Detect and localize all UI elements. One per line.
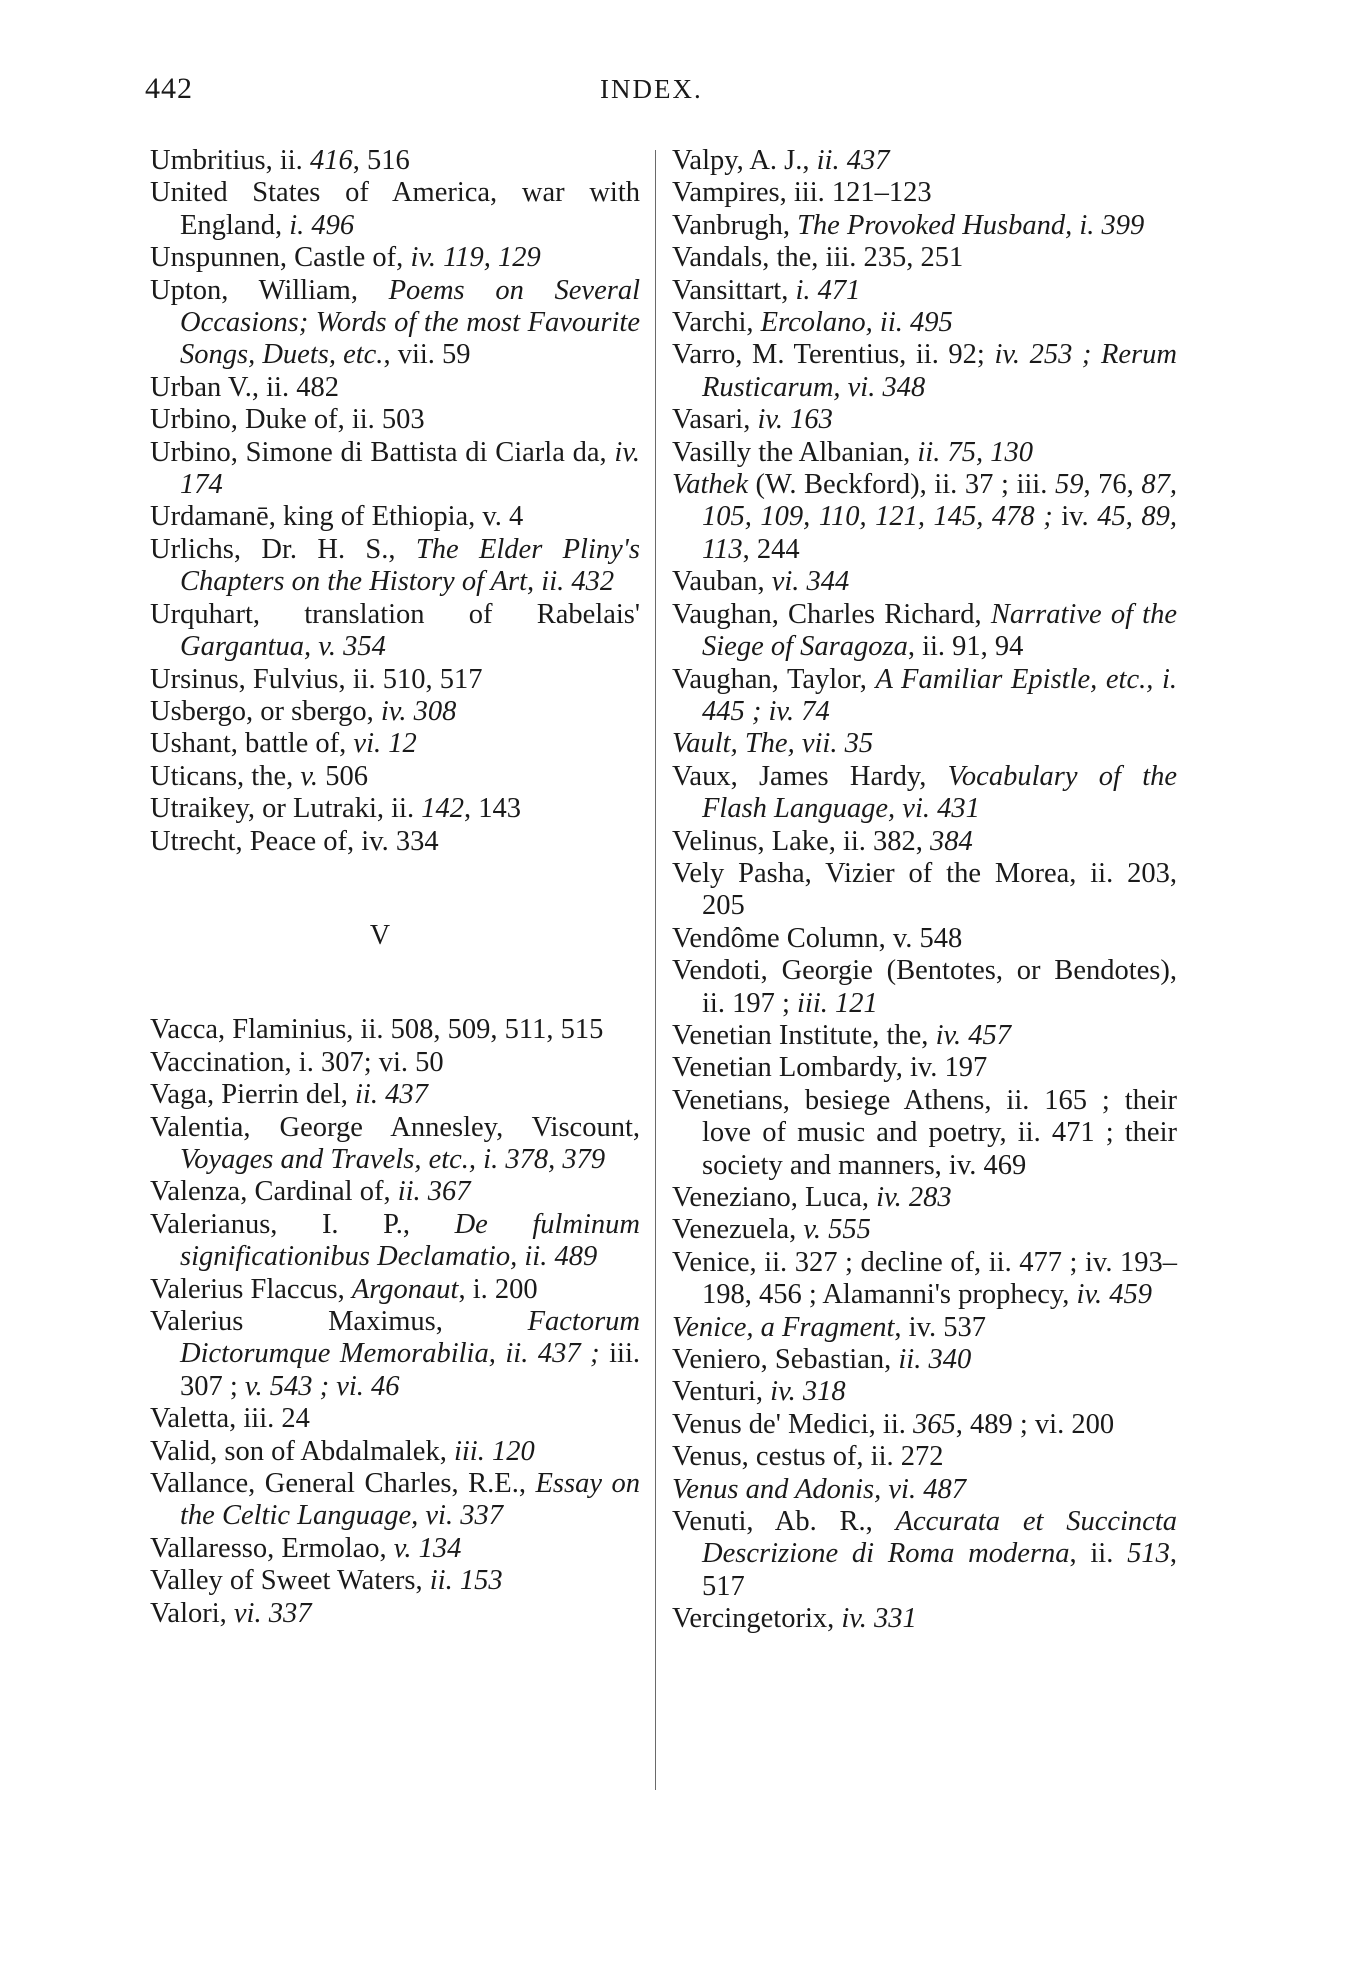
entry-italic-text: A Familiar Epistle, etc., i. 445 ; iv. 74 [702, 663, 1177, 727]
index-entry [150, 1436, 640, 1468]
entry-text: Utraikey, or Lutraki, ii. [150, 793, 422, 825]
index-entry [672, 1247, 1177, 1312]
entry-text: Vallance, General Charles, R.E., [150, 1468, 536, 1500]
index-entry [150, 534, 640, 599]
entry-text: , vii. 59 [383, 339, 471, 371]
index-entry [672, 1312, 1177, 1344]
entry-italic-text: 384 [930, 825, 973, 857]
entry-text: Venus de' Medici, ii. [672, 1408, 914, 1440]
entry-italic-text: The Provoked Husband, i. 399 [797, 209, 1145, 241]
entry-text: Vaughan, Taylor, [672, 663, 876, 695]
index-entry [672, 1409, 1177, 1441]
index-entry [672, 242, 1177, 274]
entry-text: Vendoti, Georgie (Bentotes, or Bendotes), ii. 197 ; [672, 955, 1177, 1019]
entry-italic-text: Accurata et Succincta Descrizione di Roma moderna [702, 1506, 1177, 1570]
index-entry [150, 1306, 640, 1403]
entry-italic-text: vi. 344 [771, 566, 850, 598]
index-entry [672, 210, 1177, 242]
entry-italic-text: iv. 119, 129 [410, 242, 541, 274]
entry-text: Venetians, besiege Athens, ii. 165 ; their love of music and poetry, ii. 471 ; their society and manners, iv. 469 [672, 1084, 1177, 1181]
entry-italic-text: Essay on the Celtic Language, vi. 337 [180, 1468, 640, 1532]
entry-text: Usbergo, or sbergo, [150, 695, 381, 727]
index-entry [672, 826, 1177, 858]
entry-italic-text: 45 [1097, 501, 1126, 533]
index-entry [150, 1274, 640, 1306]
running-head: INDEX. [600, 74, 703, 104]
index-entry [150, 1079, 640, 1111]
entry-text: Vansittart, [672, 274, 796, 306]
index-entry [150, 826, 640, 858]
entry-italic-text: 416 [309, 145, 353, 176]
index-entry [672, 145, 1177, 177]
index-entry [150, 145, 640, 177]
index-entry [672, 1182, 1177, 1214]
entry-text: Urdamanē, king of Ethiopia, v. 4 [150, 501, 524, 533]
entry-text: Vaughan, Charles Richard, [672, 598, 991, 630]
index-entry [150, 1014, 640, 1046]
entry-italic-text: iii. 120 [453, 1435, 535, 1467]
entry-text: , ii. 91, 94 [907, 631, 1024, 663]
entry-text: United States of America, war with England, [150, 177, 640, 241]
index-entry [672, 1214, 1177, 1246]
entry-italic-text: 513 [1127, 1538, 1170, 1570]
entry-text: Vercingetorix, [672, 1603, 842, 1635]
index-entry [672, 1376, 1177, 1408]
entry-text: Valenza, Cardinal of, [150, 1176, 398, 1208]
entry-italic-text: De fulminum significationibus Declamatio, ii. 489 [180, 1208, 640, 1273]
entry-text: (W. Beckford), ii. 37 ; iii. [747, 469, 1055, 501]
index-entry [150, 696, 640, 728]
entry-text: Vendôme Column, v. 548 [672, 922, 963, 954]
entry-italic-text: Poems on Several Occasions; Words of the most Favourite Songs, Duets, etc. [180, 274, 640, 371]
entry-text: Valerianus, I. P., [150, 1208, 455, 1240]
entry-text: Vasari, [672, 404, 758, 436]
entry-text: Varchi, [672, 307, 761, 339]
entry-text: Venuti, Ab. R., [672, 1506, 896, 1538]
entry-italic-text: iv. 331 [841, 1603, 917, 1635]
entry-text: Valerius Maximus, [150, 1306, 528, 1337]
entry-text: Utrecht, Peace of, iv. 334 [150, 825, 439, 857]
entry-italic-text: iv. 459 [1076, 1279, 1152, 1311]
index-entry [150, 404, 640, 436]
entry-text: Venezuela, [672, 1214, 804, 1246]
entry-text: , i. 200 [458, 1273, 538, 1305]
entry-italic-text: Vathek [672, 469, 748, 501]
index-entry [672, 1344, 1177, 1376]
index-entry [672, 1020, 1177, 1052]
entry-text: Vaux, James Hardy, [672, 760, 948, 792]
entry-text: Vaga, Pierrin del, [150, 1079, 355, 1111]
entry-text: Ushant, battle of, [150, 728, 354, 760]
entry-text: Umbritius, ii. [150, 145, 310, 176]
entry-text: Vely Pasha, Vizier of the Morea, ii. 203, 205 [672, 857, 1177, 922]
entry-text: , 516 [352, 145, 410, 176]
index-entry [672, 177, 1177, 209]
index-entry [150, 1176, 640, 1208]
entry-text: Upton, William, [150, 274, 389, 306]
index-entry [150, 1047, 640, 1079]
entry-italic-text: ii. 75, 130 [917, 436, 1033, 468]
entry-italic-text: i. 496 [289, 209, 355, 241]
entry-italic-text: Vocabulary of the Flash Language, vi. 431 [702, 760, 1178, 825]
entry-text: Venus, cestus of, ii. 272 [672, 1441, 944, 1473]
index-entry [150, 728, 640, 760]
index-entry [150, 1533, 640, 1565]
index-entry [672, 1474, 1177, 1506]
index-entry [672, 923, 1177, 955]
entry-text: Valerius Flaccus, [150, 1273, 352, 1305]
entry-text: Vacca, Flaminius, ii. 508, 509, 511, 515 [150, 1014, 604, 1046]
entry-text: , ii. [1069, 1538, 1128, 1570]
index-entry [672, 275, 1177, 307]
entry-text: Urbino, Simone di Battista di Ciarla da, [150, 436, 615, 468]
section-letter: V [369, 919, 391, 951]
index-entry [672, 1052, 1177, 1084]
index-entry [150, 1112, 640, 1177]
entry-italic-text: v. 555 [803, 1214, 871, 1246]
entry-italic-text: ii. 153 [429, 1565, 503, 1597]
v-entries-right [672, 145, 1177, 1636]
index-entry [672, 469, 1177, 566]
entry-italic-text: vi. 337 [233, 1597, 312, 1629]
entry-text: Vanbrugh, [672, 209, 798, 241]
entry-italic-text: Venus and Adonis, vi. 487 [672, 1473, 966, 1505]
entry-italic-text: Gargantua, v. 354 [180, 631, 386, 663]
entry-text: , 76, [1083, 469, 1142, 501]
entry-italic-text: Factorum Dictorumque Memorabilia, ii. 437 ; [180, 1306, 640, 1370]
entry-text: Urlichs, Dr. H. S., [150, 533, 416, 565]
index-entry [672, 437, 1177, 469]
index-entry [150, 1403, 640, 1435]
entry-italic-text: v. [300, 760, 319, 792]
index-entry [150, 501, 640, 533]
entry-text: Urbino, Duke of, ii. 503 [150, 404, 425, 436]
entry-text: Venetian Lombardy, iv. 197 [672, 1052, 988, 1084]
index-entry [672, 1603, 1177, 1635]
entry-italic-text: ii. 340 [898, 1344, 972, 1376]
entry-italic-text: Voyages and Travels, etc., i. 378, 379 [180, 1143, 606, 1175]
index-entry [672, 728, 1177, 760]
entry-text: Vampires, iii. 121–123 [672, 177, 932, 209]
entry-italic-text: iv. 163 [757, 404, 833, 436]
index-entry [150, 793, 640, 825]
entry-text: iii. 307 ; [180, 1338, 640, 1402]
entry-text: iv. [1052, 501, 1098, 533]
entry-text: , 143 [463, 793, 521, 825]
entry-text: , 489 ; vi. 200 [955, 1408, 1115, 1440]
entry-italic-text: iv. 283 [876, 1182, 952, 1213]
entry-italic-text: iv. 253 ; Rerum Rusticarum, vi. 348 [702, 339, 1177, 403]
entry-text: Valetta, iii. 24 [150, 1403, 310, 1435]
entry-text: Urquhart, translation of Rabelais' [150, 598, 640, 630]
index-entry [672, 566, 1177, 598]
index-entry [150, 437, 640, 502]
index-entry [672, 1506, 1177, 1603]
entry-text: , 517 [702, 1538, 1177, 1602]
entry-text: , 244 [742, 533, 800, 565]
index-entry [150, 664, 640, 696]
entry-text: Venturi, [672, 1376, 771, 1408]
entry-text: , [1125, 501, 1142, 533]
entry-text: , iv. 537 [894, 1311, 986, 1343]
index-entry [150, 1598, 640, 1630]
index-entry [150, 275, 640, 372]
v-entries-left [150, 1014, 640, 1630]
entry-italic-text: 142 [421, 793, 464, 825]
entry-italic-text: ii. 437 [354, 1079, 428, 1111]
entry-text: Vauban, [672, 566, 772, 598]
index-entry [150, 1468, 640, 1533]
entry-italic-text: v. 134 [393, 1532, 462, 1564]
entry-text: Veniero, Sebastian, [672, 1344, 899, 1376]
entry-text: Vandals, the, iii. 235, 251 [672, 242, 964, 274]
entry-italic-text: v. 543 ; vi. 46 [244, 1370, 400, 1402]
entry-text: Uticans, the, [150, 760, 301, 792]
index-entry [672, 307, 1177, 339]
entry-italic-text: iv. 457 [935, 1019, 1012, 1051]
index-entry [672, 404, 1177, 436]
entry-text: Velinus, Lake, ii. 382, [672, 825, 931, 857]
index-entry [672, 761, 1177, 826]
index-entry [672, 339, 1177, 404]
entry-italic-text: iv. 308 [380, 695, 457, 727]
index-entry [150, 372, 640, 404]
entry-italic-text: Narrative of the Siege of Saragoza [702, 598, 1177, 663]
entry-text: Veneziano, Luca, [672, 1182, 877, 1213]
index-entry [672, 664, 1177, 729]
index-entry [672, 858, 1177, 923]
entry-italic-text: The Elder Pliny's Chapters on the History of Art, ii. 432 [180, 533, 640, 598]
page-number: 442 [145, 72, 193, 105]
entry-italic-text: ii. 437 [816, 145, 890, 176]
right-column [672, 145, 1177, 1636]
u-entries [150, 145, 640, 858]
index-entry [150, 177, 640, 242]
entry-italic-text: Ercolano, ii. 495 [760, 307, 953, 339]
entry-text: Vasilly the Albanian, [672, 436, 918, 468]
entry-text: Valentia, George Annesley, Viscount, [150, 1111, 640, 1143]
entry-italic-text: vi. 12 [353, 728, 417, 760]
entry-text: Urban V., ii. 482 [150, 371, 339, 403]
entry-text: Vaccination, i. 307; vi. 50 [150, 1046, 444, 1078]
entry-text: Valpy, A. J., [672, 145, 817, 176]
entry-text: Valid, son of Abdalmalek, [150, 1435, 454, 1467]
index-entry [672, 955, 1177, 1020]
entry-italic-text: iii. 121 [797, 987, 878, 1019]
left-column [150, 145, 640, 1630]
entry-text: Valori, [150, 1597, 234, 1629]
entry-text: Venetian Institute, the, [672, 1019, 936, 1051]
entry-italic-text: 87, 105, 109, 110, 121, 145, 478 ; [702, 469, 1177, 533]
entry-text: Valley of Sweet Waters, [150, 1565, 430, 1597]
entry-italic-text: 59 [1054, 469, 1084, 501]
entry-italic-text: Vault, The, vii. 35 [672, 728, 874, 760]
index-entry [150, 599, 640, 664]
entry-italic-text: 89, 113 [702, 501, 1177, 565]
index-entry [150, 761, 640, 793]
entry-text: Venice, ii. 327 ; decline of, ii. 477 ; iv. 193–198, 456 ; Alamanni's prophecy, [672, 1246, 1177, 1311]
index-entry [150, 1565, 640, 1597]
entry-italic-text: ii. 367 [397, 1176, 471, 1208]
column-divider [655, 150, 656, 1790]
entry-italic-text: Argonaut [351, 1273, 459, 1305]
entry-italic-text: iv. 174 [180, 436, 640, 501]
entry-text: 506 [318, 760, 368, 792]
index-entry [672, 599, 1177, 664]
entry-italic-text: iv. 318 [770, 1376, 846, 1408]
index-entry [150, 242, 640, 274]
entry-italic-text: 365 [913, 1408, 956, 1440]
index-entry [672, 1441, 1177, 1473]
entry-text: Unspunnen, Castle of, [150, 242, 411, 274]
entry-italic-text: Venice, a Fragment [672, 1311, 895, 1343]
index-entry [150, 1209, 640, 1274]
entry-text: Vallaresso, Ermolao, [150, 1532, 394, 1564]
entry-italic-text: i. 471 [795, 274, 861, 306]
entry-text: Ursinus, Fulvius, ii. 510, 517 [150, 663, 483, 695]
index-entry [672, 1085, 1177, 1182]
entry-text: Varro, M. Terentius, ii. 92; [672, 339, 995, 371]
